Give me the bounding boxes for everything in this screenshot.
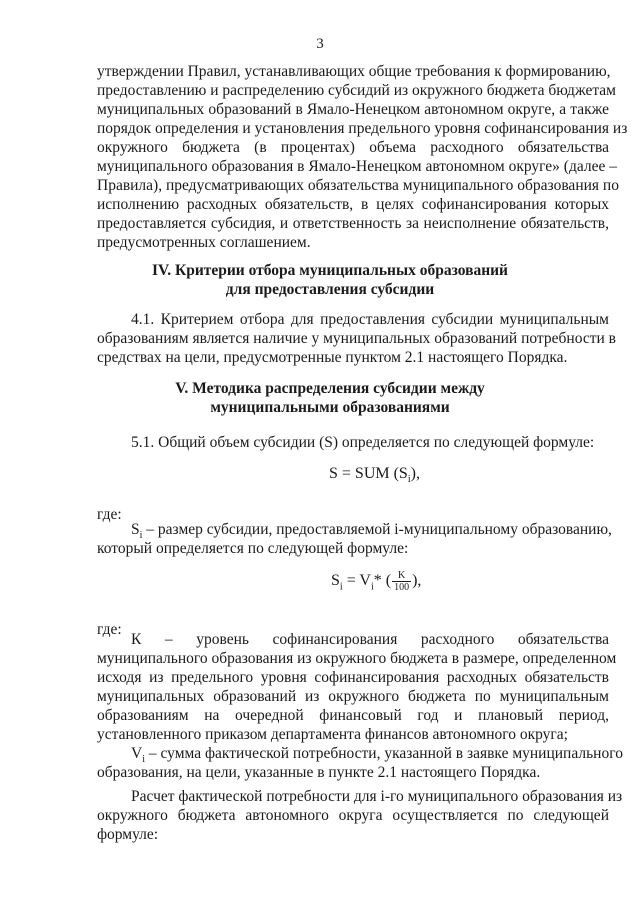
intro-line: муниципального образования в Ямало-Ненецком автономном округе» (далее – <box>97 158 617 175</box>
k-definition: исходя из предельного уровня софинансирования расходных обязательств <box>97 669 609 686</box>
section5-heading: муниципальными образованиями <box>210 399 450 416</box>
section4-heading: IV. Критерии отбора муниципальных образований <box>151 262 508 279</box>
intro-line: окружного бюджета (в процентах) объема расходного обязательства <box>97 139 609 156</box>
section4-line: средствах на цели, предусмотренные пунктом 2.1 настоящего Порядка. <box>97 349 568 366</box>
calc-paragraph: Расчет фактической потребности для i-го муниципального образования из <box>131 788 623 805</box>
intro-line: Правила), предусматривающих обязательства муниципального образования по <box>97 177 619 194</box>
formula-total: S = SUM $(S_i)$, <box>329 465 420 486</box>
vi-definition-cont: образования, на цели, указанные в пункте 2.1 настоящего Порядка. <box>97 764 541 781</box>
formula-si: $S_i = V_i*$ ( $\frac{K}{100}$ ), <box>331 570 422 593</box>
k-definition: образованиям на очередной финансовый год и плановый период, <box>97 707 609 724</box>
where-label: где: <box>97 621 122 638</box>
section5-heading: V. Методика распределения субсидии между <box>175 380 485 397</box>
si-definition-cont: который определяется по следующей формуле: <box>97 540 409 557</box>
section4-heading: для предоставления субсидии <box>225 281 435 298</box>
where-label: где: <box>97 506 122 523</box>
si-definition: $S_i$ – размер субсидии, предоставляемой i-муниципальному образованию, <box>131 521 612 542</box>
fraction-k-over-100: $\frac{K}{100}$ <box>394 570 410 593</box>
k-definition: муниципальных образований из окружного бюджета по муниципальным <box>97 688 609 705</box>
k-definition: установленного приказом департамента финансов автономного округа; <box>97 726 568 743</box>
calc-paragraph: окружного бюджета автономного округа осуществляется по следующей <box>97 807 609 824</box>
section4-line: образованиям является наличие у муниципальных образований потребности в <box>97 330 616 347</box>
section4-line: 4.1. Критерием отбора для предоставления субсидии муниципальным <box>131 311 609 328</box>
intro-line: утверждении Правил, устанавливающих общие требования к формированию, <box>97 63 611 80</box>
k-definition: муниципального образования из окружного бюджета в размере, определенном <box>97 650 617 667</box>
calc-paragraph: формуле: <box>97 826 159 843</box>
intro-line: порядок определения и установления предельного уровня софинансирования из <box>97 120 628 137</box>
intro-line: предусмотренных соглашением. <box>97 234 311 251</box>
intro-line: предоставлению и распределению субсидий из окружного бюджета бюджетам <box>97 82 616 99</box>
k-definition: К – уровень софинансирования расходного обязательства <box>131 631 609 648</box>
paragraph-5-1: 5.1. Общий объем субсидии (S) определяется по следующей формуле: <box>131 434 595 451</box>
vi-definition: $V_i$ – сумма фактической потребности, указанной в заявке муниципального <box>131 745 623 766</box>
intro-line: исполнению расходных обязательств, в целях софинансирования которых <box>97 196 609 213</box>
page-number: 3 <box>316 36 324 52</box>
intro-line: муниципальных образований в Ямало-Ненецком автономном округе, а также <box>97 101 609 118</box>
intro-line: предоставляется субсидия, и ответственность за неисполнение обязательств, <box>97 215 609 232</box>
